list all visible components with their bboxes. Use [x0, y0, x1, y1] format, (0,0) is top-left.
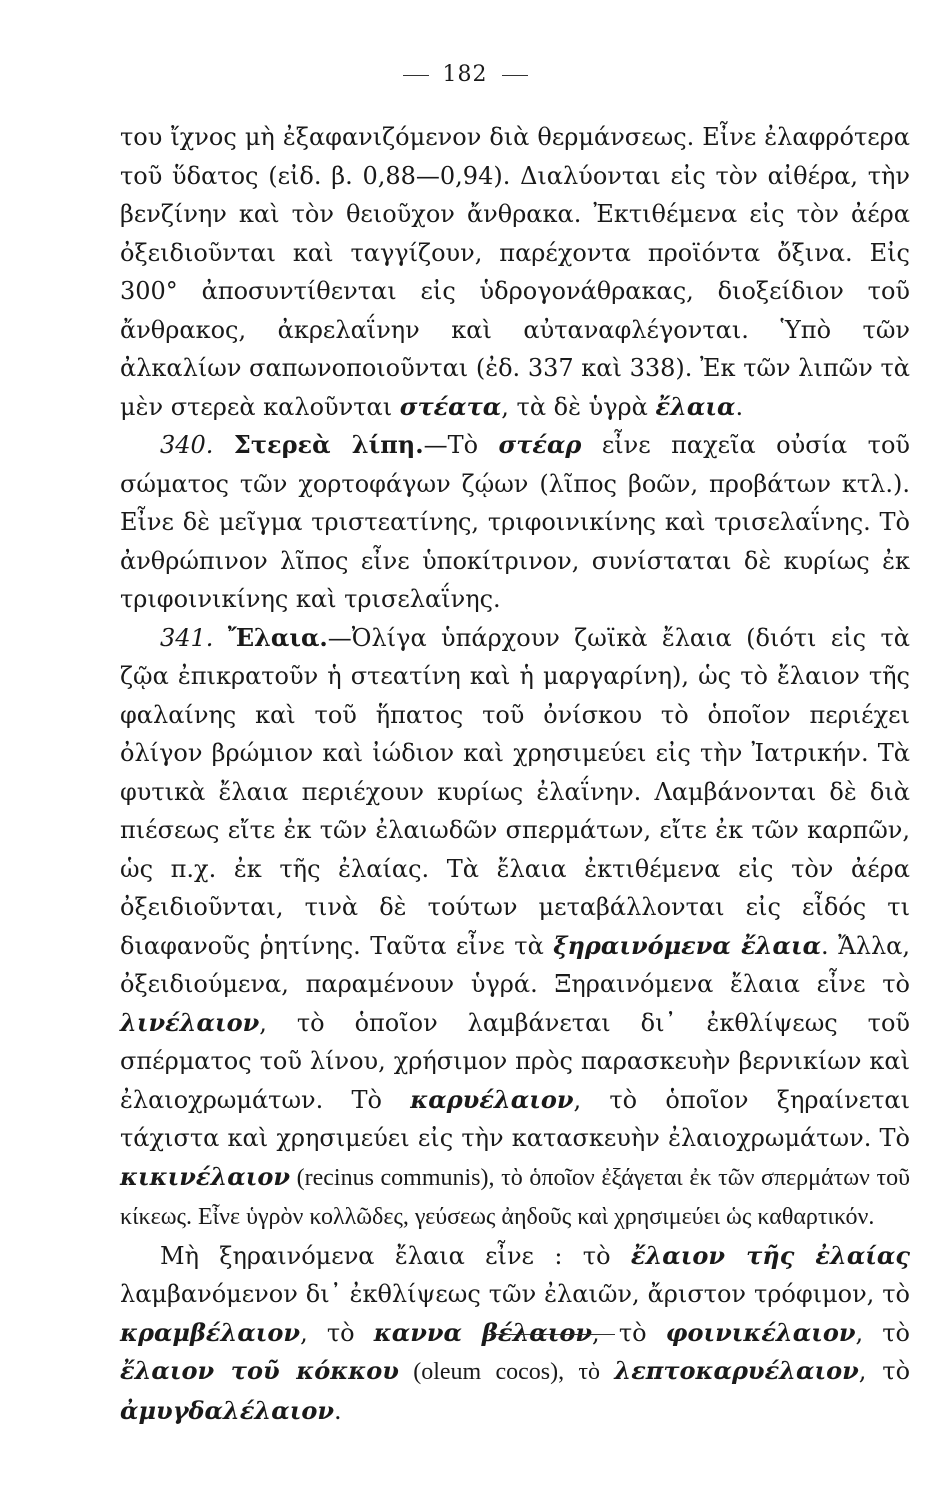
term-palm-oil: φοινικέλαιον: [665, 1317, 856, 1347]
term-castor-oil: κικινέλαιον: [120, 1161, 291, 1191]
text-run: . Ἄλλα, ὀξειδιούμενα, παραμένουν ὑγρά. Ξηραινόμενα ἔλαια εἶνε τὸ: [120, 931, 910, 998]
bottom-rule: [485, 1334, 615, 1335]
section-title: Στερεὰ λίπη.: [233, 430, 424, 459]
text-run: —Ὀλίγα ὑπάρχουν ζωϊκὰ ἔλαια (διότι εἰς τὰ ζῷα ἐπικρατοῦν ἡ στεατίνη καὶ ἡ μαργαρίνη), ὡς τὸ ἔλαιον τῆς φαλαίνης καὶ τοῦ ἥπατος τοῦ ὀνίσκου τὸ ὁποῖον περιέχει ὀλίγον βρώμιον καὶ ἰώδιον καὶ χρησιμεύει εἰς τὴν Ἰατρικήν. Τὰ φυτικὰ ἔλαια περιέχουν κυρίως ἐλαΐνην. Λαμβάνονται δὲ διὰ πιέσεως εἴτε ἐκ τῶν ἐλαιωδῶν σπερμάτων, εἴτε ἐκ τῶν καρπῶν, ὡς π.χ. ἐκ τῆς ἐλαίας. Τὰ ἔλαια ἐκτιθέμενα εἰς τὸν ἀέρα ὀξειδιοῦνται, τινὰ δὲ τούτων μεταβάλλονται εἰς εἶδός τι διαφανοῦς ῥητίνης. Ταῦτα εἶνε τὰ: [120, 623, 910, 960]
body-text: [120, 118, 910, 1430]
text-run: , τὸ: [855, 1318, 911, 1347]
text-run: (recinus communis), τὸ ὁποῖον ἐξάγεται ἐκ τῶν σπερμάτων τοῦ κίκεως. Εἶνε ὑγρὸν κολλῶδες, γεύσεως ἀηδοῦς καὶ χρησιμεύει ὡς καθαρτικόν.: [120, 1164, 910, 1230]
dash-left: [403, 75, 429, 76]
text-run: (oleum cocos), τὸ: [398, 1359, 615, 1385]
term-elaia: ἔλαια: [655, 391, 736, 421]
term-rapeseed-oil: κραμβέλαιον: [120, 1317, 301, 1347]
text-run: λαμβανόμενον δι᾽ ἐκθλίψεως τῶν ἐλαιῶν, ἄριστον τρόφιμον, τὸ: [120, 1280, 910, 1308]
page-number: [0, 62, 930, 87]
text-run: .: [334, 1396, 342, 1425]
text-run: , τὸ: [858, 1357, 911, 1385]
term-almond-oil: ἀμυγδαλέλαιον: [120, 1395, 334, 1425]
section-number: 341.: [160, 623, 214, 652]
term-hazelnut-oil: λεπτοκαρυέλαιον: [614, 1356, 859, 1385]
term-steata: στέατα: [399, 391, 502, 421]
term-coconut-oil: ἔλαιον τοῦ κόκκου: [120, 1356, 399, 1385]
paragraph-continuation: [120, 118, 910, 426]
text-run: Μὴ ξηραινόμενα ἔλαια εἶνε : τὸ: [160, 1241, 631, 1270]
text-run: , τὸ ὁποῖον ξηραίνεται τάχιστα καὶ χρησιμεύει εἰς τὴν κατασκευὴν ἐλαιοχρωμάτων. Τὸ: [120, 1085, 911, 1152]
text-run: —Τὸ: [423, 431, 499, 459]
dash-right: [502, 75, 528, 76]
text-run: , τὸ: [592, 1318, 666, 1347]
text-run: εἶνε παχεῖα οὐσία τοῦ σώματος τῶν χορτοφάγων ζῴων (λῖπος βοῶν, προβάτων κτλ.). Εἶνε δὲ μεῖγμα τριστεατίνης, τριφοινικίνης καὶ τρισελαΐνης. Τὸ ἀνθρώπινον λῖπος εἶνε ὑποκίτρινον, συνίσταται δὲ κυρίως ἐκ τριφοινικίνης καὶ τρισελαΐνης.: [120, 431, 910, 613]
term-olive-oil: ἔλαιον τῆς ἐλαίας: [630, 1240, 910, 1270]
term-stear: στέαρ: [498, 430, 582, 459]
term-walnut-oil: καρυέλαιον: [410, 1084, 574, 1114]
text-run: του ἴχνος μὴ ἐξαφανιζόμενον διὰ θερμάνσεως. Εἶνε ἐλαφρότερα τοῦ ὕδατος (εἰδ. β. 0,88—0,94). Διαλύονται εἰς τὸν αἰθέρα, τὴν βενζίνην καὶ τὸν θειοῦχον ἄνθρακα. Ἐκτιθέμενα εἰς τὸν ἀέρα ὀξειδιοῦνται καὶ ταγγίζουν, παρέχοντα προϊόντα ὄξινα. Εἰς 300° ἀποσυντίθενται εἰς ὑδρογονάθρακας, διοξείδιον τοῦ ἄνθρακος, ἀκρελαΐνην καὶ αὐταναφλέγονται. Ὑπὸ τῶν ἀλκαλίων σαπωνοποιοῦνται (ἐδ. 337 καὶ 338). Ἐκ τῶν λιπῶν τὰ μὲν στερεὰ καλοῦνται: [120, 123, 910, 421]
term-hemp-oil: καννα βέλαιον: [373, 1317, 593, 1347]
term-linseed-oil: λινέλαιον: [120, 1007, 260, 1037]
section-341: [120, 619, 910, 1237]
term-drying-oils: ξηραινόμενα ἔλαια: [553, 930, 822, 960]
text-run: , τὸ ὁποῖον λαμβάνεται δι᾽ ἐκθλίψεως τοῦ σπέρματος τοῦ λίνου, χρήσιμον πρὸς παρασκευὴν βερνικίων καὶ ἐλαιοχρωμάτων. Τὸ: [120, 1008, 910, 1114]
text-run: , τὰ δὲ ὑγρὰ: [501, 392, 656, 421]
section-number: 340.: [160, 431, 214, 459]
section-title: Ἔλαια.: [227, 622, 328, 652]
page-number-text: 182: [442, 62, 488, 87]
section-340: [120, 426, 910, 619]
text-run: .: [735, 392, 744, 421]
text-run: , τὸ: [300, 1318, 374, 1347]
